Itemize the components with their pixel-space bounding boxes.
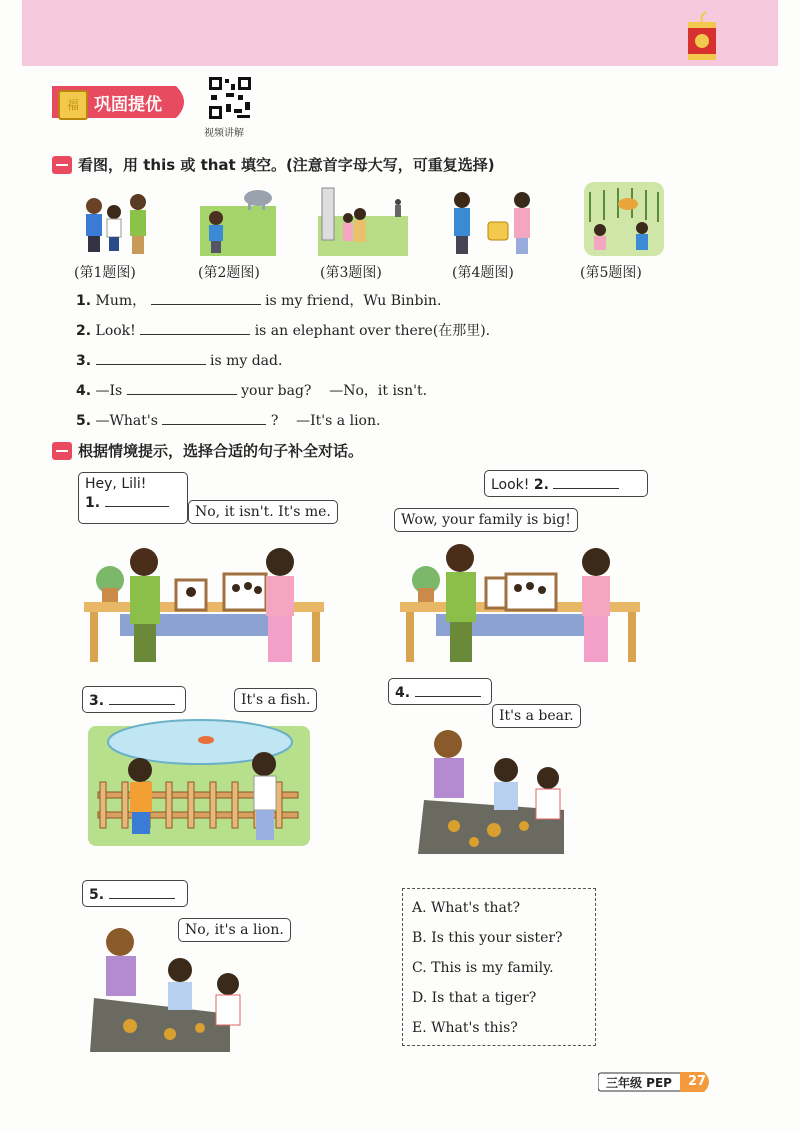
caption-q4: (第4题图)	[452, 265, 514, 281]
answer-blank-3[interactable]	[96, 350, 206, 365]
part1-title: 看图，用 this 或 that 填空。(注意首字母大写，可重复选择)	[78, 156, 495, 174]
part2-badge	[52, 442, 72, 460]
answer-blank-p2-3[interactable]	[109, 690, 175, 705]
q2-picture	[200, 188, 276, 256]
caption-q2: (第2题图)	[198, 265, 260, 281]
scene-5-speech-bubble-left: 5.	[82, 880, 188, 907]
caption-q3: (第3题图)	[320, 265, 382, 281]
option-a: A. What's that?	[412, 900, 520, 916]
option-d: D. Is that a tiger?	[412, 990, 537, 1006]
scene-4-speech-bubble-right: It's a bear.	[492, 704, 581, 728]
scene-5-speech-bubble-right: No, it's a lion.	[178, 918, 291, 942]
scene-2-picture	[396, 540, 646, 664]
scene-3-speech-bubble-left: 3.	[82, 686, 186, 713]
answer-blank-p2-2[interactable]	[553, 474, 619, 489]
scene-2-speech-bubble-right: Look! 2.	[484, 470, 648, 497]
question-5: 5. —What's ? —It's a lion.	[76, 410, 380, 429]
question-3: 3. is my dad.	[76, 350, 282, 369]
answer-blank-p2-1[interactable]	[105, 492, 169, 507]
fu-badge-icon: 福	[58, 90, 88, 120]
firecracker-icon	[684, 10, 720, 62]
scene-4-speech-bubble-left: 4.	[388, 678, 492, 705]
scene-1-speech-bubble-right: No, it isn't. It's me.	[188, 500, 338, 524]
qr-code-icon[interactable]	[208, 76, 252, 120]
caption-q1: (第1题图)	[74, 265, 136, 281]
question-1: 1. Mum， is my friend，Wu Binbin.	[76, 290, 441, 310]
top-band	[22, 0, 778, 66]
question-2: 2. Look! is an elephant over there(在那里).	[76, 320, 490, 340]
answer-blank-1[interactable]	[151, 290, 261, 305]
question-4: 4. —Is your bag? —No，it isn't.	[76, 380, 427, 400]
part1-badge	[52, 156, 72, 174]
scene-3-picture	[88, 716, 310, 846]
answer-blank-4[interactable]	[127, 380, 237, 395]
scene-4-picture	[414, 730, 574, 854]
q3-picture	[318, 186, 408, 256]
answer-blank-5[interactable]	[162, 410, 266, 425]
option-b: B. Is this your sister?	[412, 930, 563, 946]
q5-picture	[584, 182, 664, 256]
footer-grade: 三年级 PEP	[606, 1076, 672, 1090]
q4-picture	[448, 188, 544, 256]
part2-title: 根据情境提示，选择合适的句子补全对话。	[78, 442, 364, 460]
caption-q5: (第5题图)	[580, 265, 642, 281]
option-e: E. What's this?	[412, 1020, 518, 1036]
section-label: 巩固提优	[94, 95, 162, 115]
q1-picture	[80, 192, 160, 256]
answer-blank-2[interactable]	[140, 320, 250, 335]
qr-label: 视频讲解	[204, 128, 244, 139]
scene-3-speech-bubble-right: It's a fish.	[234, 688, 317, 712]
page-number: 27	[688, 1074, 707, 1089]
scene-1-speech-bubble-left: Hey, Lili! 1.	[78, 472, 188, 524]
option-c: C. This is my family.	[412, 960, 554, 976]
answer-blank-p2-5[interactable]	[109, 884, 175, 899]
answer-blank-p2-4[interactable]	[415, 682, 481, 697]
scene-2-speech-bubble-left: Wow, your family is big!	[394, 508, 578, 532]
scene-1-picture	[80, 540, 330, 664]
scene-5-picture	[90, 928, 250, 1052]
